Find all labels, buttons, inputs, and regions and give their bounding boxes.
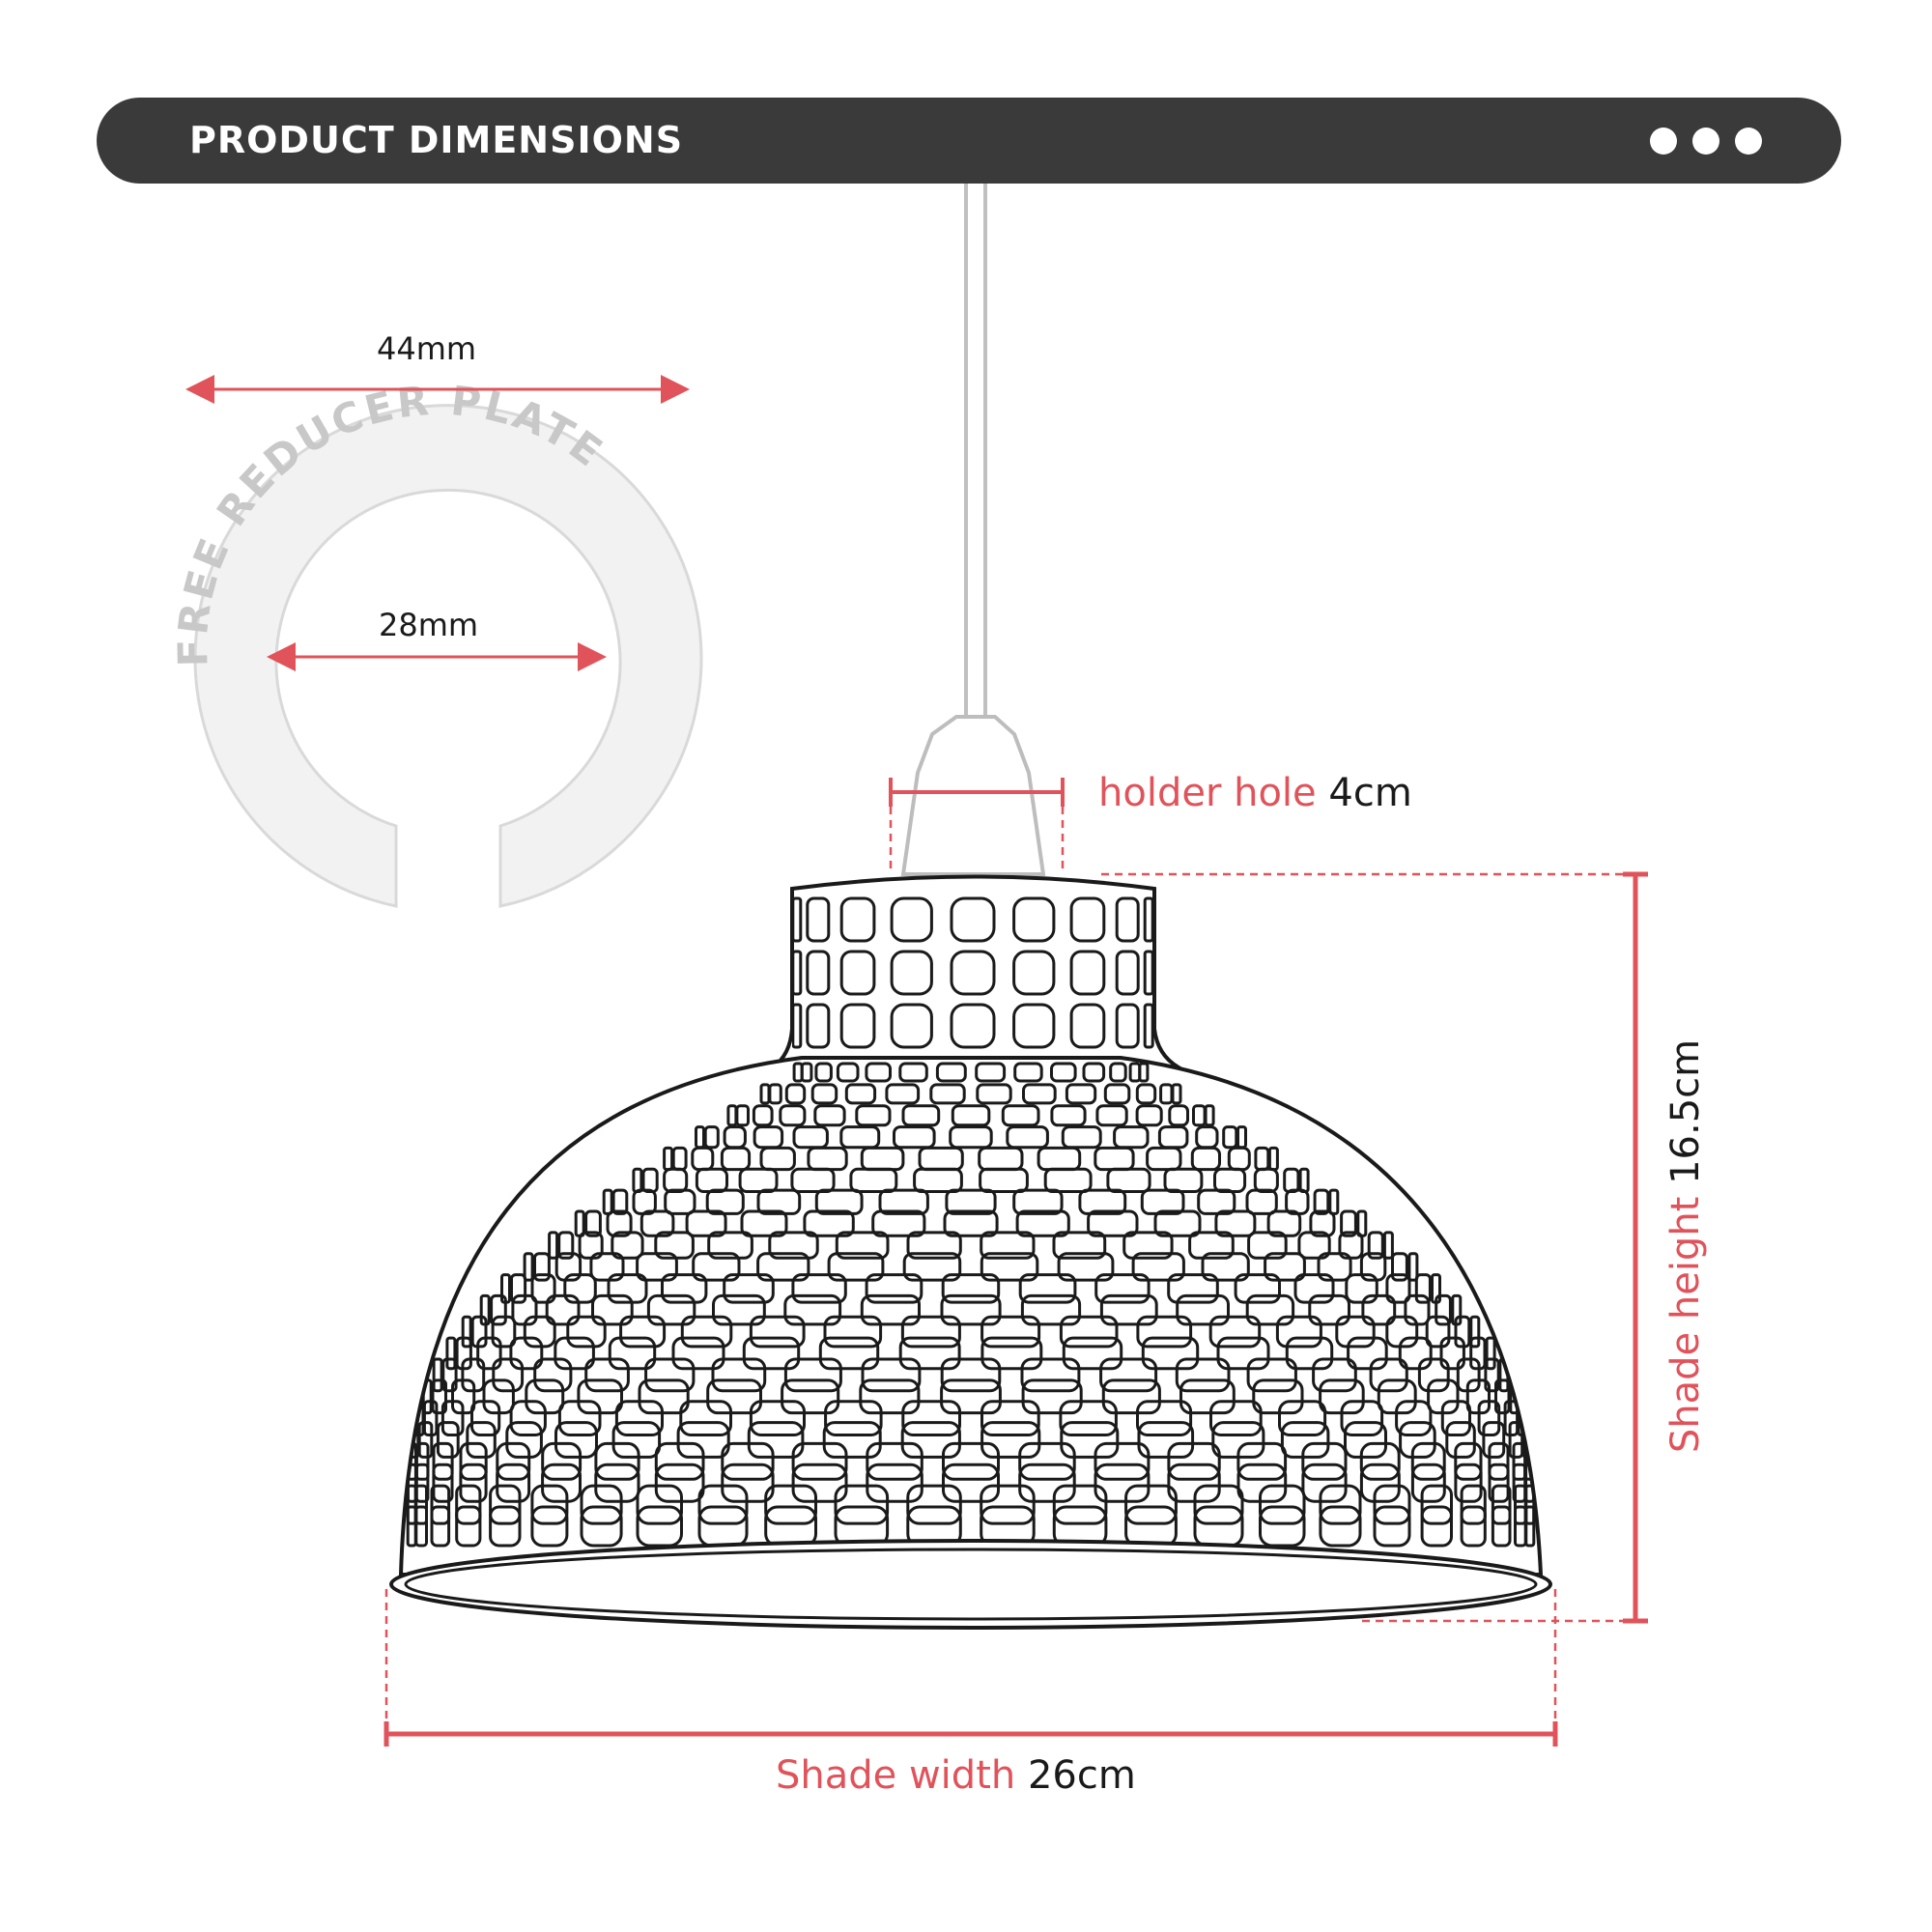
lamp-cord [903,184,1043,874]
shade-height-value: 16.5cm [1663,1038,1708,1184]
holder-hole-caption: holder hole [1098,771,1317,815]
shade-dome [401,1058,1541,1575]
shade-rim [391,1541,1550,1628]
holder-hole-value: 4cm [1328,771,1412,815]
reducer-plate-text: FREE REDUCER PLATE [168,376,613,668]
page-title: PRODUCT DIMENSIONS [189,119,684,161]
outer-diameter-label: 44mm [377,330,477,367]
shade-width-value: 26cm [1027,1753,1136,1798]
shade-width-caption: Shade width [776,1753,1016,1798]
lamp-holder [903,717,1043,874]
inner-diameter-label: 28mm [379,607,479,643]
shade-width-label [776,1753,1136,1798]
shade-height-label [1663,1039,1708,1453]
lamp-shade [391,877,1550,1629]
shade-height-caption: Shade height [1663,1196,1708,1454]
holder-hole-label [1098,771,1412,815]
